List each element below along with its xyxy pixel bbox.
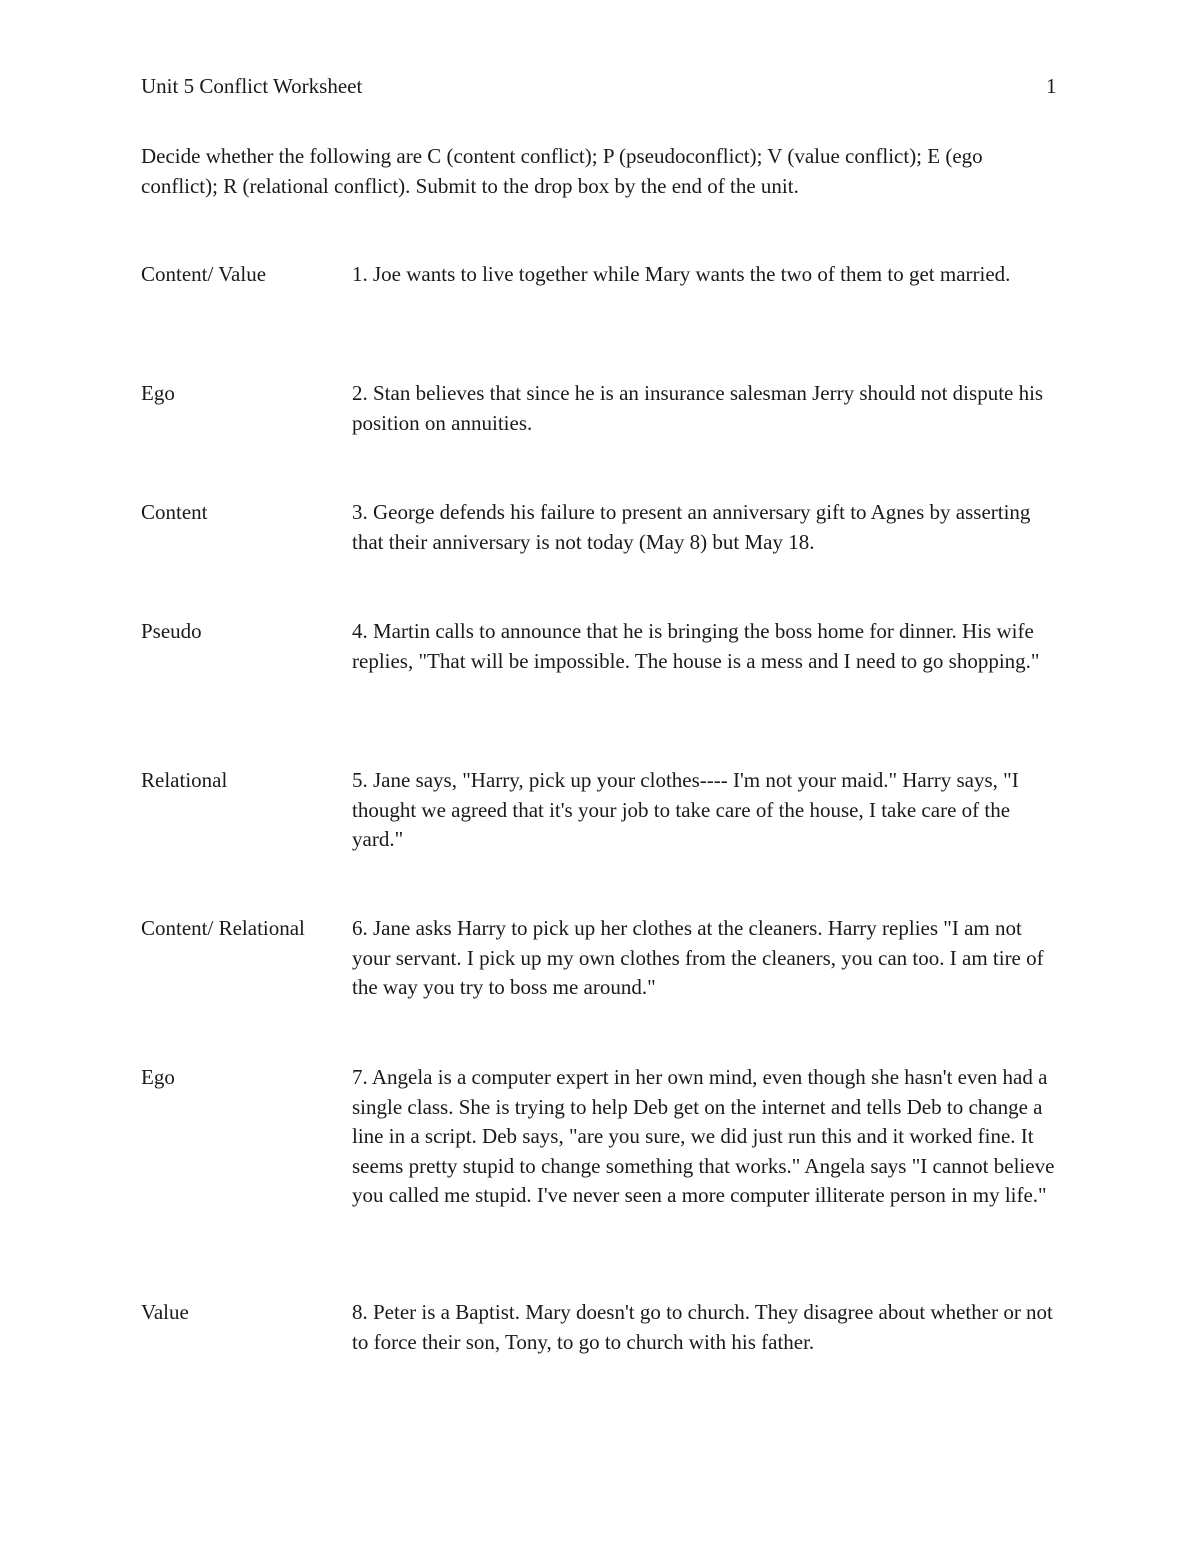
page-number: 1: [1046, 74, 1057, 98]
item-question: 7. Angela is a computer expert in her own mind, even though she hasn't even had a single class. She is trying to help Deb get on the internet and tells Deb to change a line in a script. Deb says, "are you sure, we did just run this and it worked fine. It seems pretty stupid to change something that works." Angela says "I cannot believe you called me stupid. I've never seen a more computer illiterate person in my life.": [352, 1065, 1055, 1207]
item-answer: Value: [141, 1300, 189, 1324]
item-question: 3. George defends his failure to present an anniversary gift to Agnes by asserting that their anniversary is not today (May 8) but May 18.: [352, 500, 1031, 554]
item-question: 5. Jane says, "Harry, pick up your clothes---- I'm not your maid." Harry says, "I thought we agreed that it's your job to take care of the house, I take care of the yard.": [352, 768, 1019, 851]
item-answer: Ego: [141, 381, 175, 405]
item-question: 8. Peter is a Baptist. Mary doesn't go to church. They disagree about whether or not to force their son, Tony, to go to church with his father.: [352, 1300, 1053, 1354]
item-answer: Content: [141, 500, 208, 524]
item-question: 2. Stan believes that since he is an insurance salesman Jerry should not dispute his position on annuities.: [352, 381, 1044, 435]
item-question: 4. Martin calls to announce that he is bringing the boss home for dinner. His wife replies, "That will be impossible. The house is a mess and I need to go shopping.": [352, 619, 1040, 673]
item-answer: Pseudo: [141, 619, 202, 643]
item-question: 6. Jane asks Harry to pick up her clothes at the cleaners. Harry replies "I am not your servant. I pick up my own clothes from the cleaners, you can too. I am tire of the way you try to boss me around.": [352, 916, 1044, 999]
page-header-title: Unit 5 Conflict Worksheet: [141, 74, 363, 98]
item-question: 1. Joe wants to live together while Mary wants the two of them to get married.: [352, 262, 1011, 286]
item-answer: Relational: [141, 768, 228, 792]
item-answer: Content/ Relational: [141, 916, 305, 940]
instructions-paragraph: Decide whether the following are C (content conflict); P (pseudoconflict); V (value conflict); E (ego conflict); R (relational conflict). Submit to the drop box by the end of the unit.: [141, 144, 983, 198]
item-answer: Ego: [141, 1065, 175, 1089]
item-answer: Content/ Value: [141, 262, 267, 286]
